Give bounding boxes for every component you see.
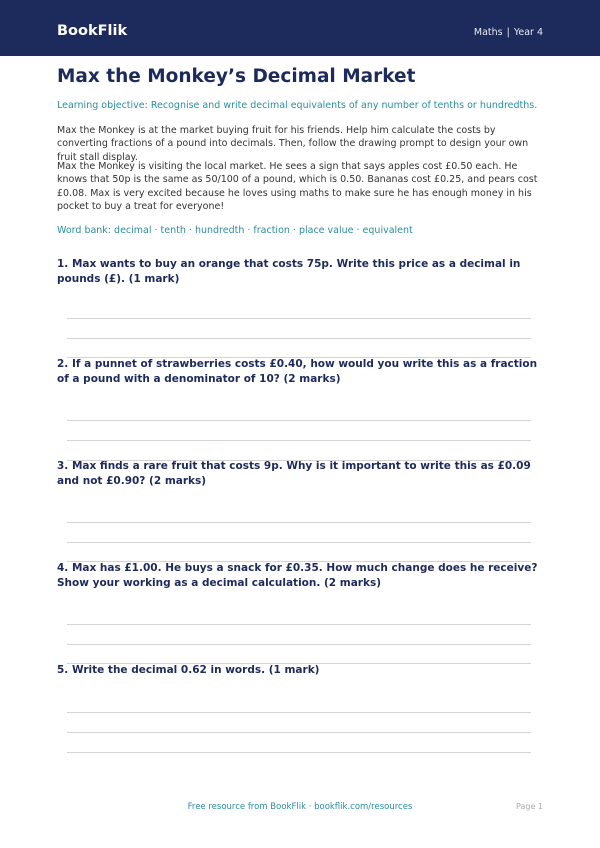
answer-line[interactable]	[67, 338, 531, 339]
question-5: 5. Write the decimal 0.62 in words. (1 mark)	[57, 664, 320, 676]
answer-line[interactable]	[67, 522, 531, 523]
question-1: 1. Max wants to buy an orange that costs 75p. Write this price as a decimal in pounds (£). (1 mark)	[57, 258, 521, 285]
brand-logo[interactable]: BookFlik	[57, 23, 128, 39]
learning-objective: Learning objective: Recognise and write decimal equivalents of any number of tenths or hundredths.	[57, 100, 538, 111]
answer-line[interactable]	[67, 318, 531, 319]
question-3: 3. Max finds a rare fruit that costs 9p. Why is it important to write this as £0.09 and not £0.90? (2 marks)	[57, 460, 531, 487]
page-title: Max the Monkey’s Decimal Market	[57, 66, 416, 87]
answer-line[interactable]	[67, 732, 531, 733]
header-separator: |	[506, 27, 510, 38]
word-bank: Word bank: decimal · tenth · hundredth · fraction · place value · equivalent	[57, 225, 413, 236]
year-label: Year 4	[513, 27, 543, 38]
footer-text[interactable]: Free resource from BookFlik · bookflik.com/resources	[187, 802, 413, 812]
answer-line[interactable]	[67, 712, 531, 713]
answer-line[interactable]	[67, 644, 531, 645]
story-paragraph: Max the Monkey is visiting the local market. He sees a sign that says apples cost £0.50 each. He knows that 50p is the same as 50/100 of a pound, which is 0.50. Bananas cost £0.25, and pears cost £0.08. Max is very excited because he loves using maths to make sure he has enough money in his pocket to buy a treat for everyone!	[57, 161, 538, 212]
intro-paragraph: Max the Monkey is at the market buying fruit for his friends. Help him calculate the costs by converting fractions of a pound into decimals. Then, follow the drawing prompt to design your own fruit stall display.	[57, 125, 529, 163]
answer-line[interactable]	[67, 542, 531, 543]
header-bar	[0, 0, 600, 56]
header-meta	[474, 27, 543, 38]
subject-label: Maths	[473, 27, 503, 38]
answer-line[interactable]	[67, 420, 531, 421]
question-2: 2. If a punnet of strawberries costs £0.40, how would you write this as a fraction of a pound with a denominator of 10? (2 marks)	[57, 358, 538, 385]
answer-line[interactable]	[67, 752, 531, 753]
page-number: Page 1	[516, 802, 543, 811]
answer-line[interactable]	[67, 440, 531, 441]
answer-line[interactable]	[67, 624, 531, 625]
question-4: 4. Max has £1.00. He buys a snack for £0.35. How much change does he receive? Show your working as a decimal calculation. (2 marks)	[57, 562, 538, 589]
